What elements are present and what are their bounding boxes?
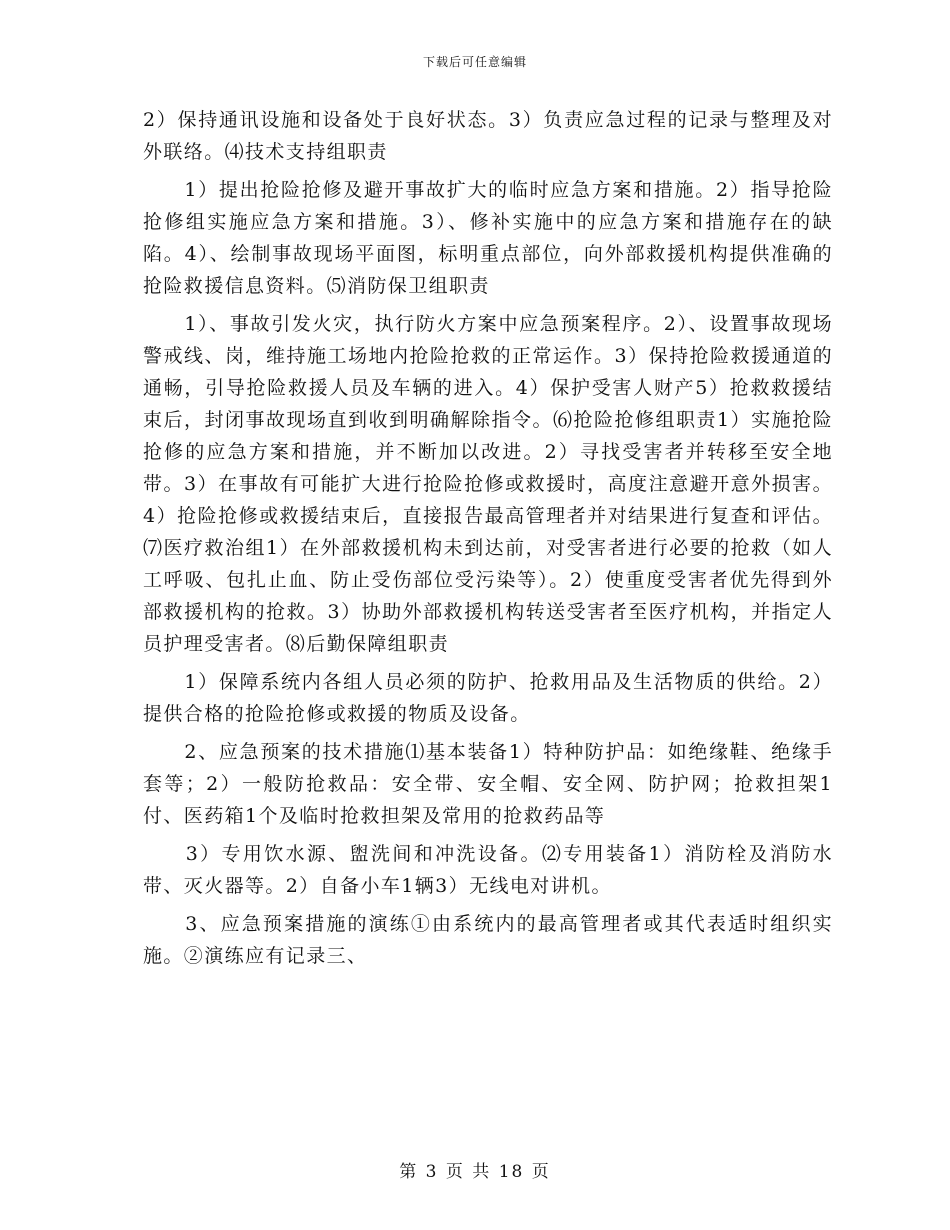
paragraph: 1）、事故引发火灾，执行防火方案中应急预案程序。2）、设置事故现场警戒线、岗，维持施工场地内抢险抢救的正常运作。3）保持抢险救援通道的通畅，引导抢险救援人员及车辆的进入。4）保护受害人财产5）抢救救援结束后，封闭事故现场直到收到明确解除指令。⑹抢险抢修组职责1）实施抢险抢修的应急方案和措施，并不断加以改进。2）寻找受害者并转移至安全地带。3）在事故有可能扩大进行抢险抢修或救援时，高度注意避开意外损害。4）抢险抢修或救援结束后，直接报告最高管理者并对结果进行复查和评估。⑺医疗救治组1）在外部救援机构未到达前，对受害者进行必要的抢救（如人工呼吸、包扎止血、防止受伤部位受污染等）。2）使重度受害者优先得到外部救援机构的抢救。3）协助外部救援机构转送受害者至医疗机构，并指定人员护理受害者。⑻后勤保障组职责 bbox=[143, 313, 833, 655]
paragraph: 2）保持通讯设施和设备处于良好状态。3）负责应急过程的记录与整理及对外联络。⑷技术支持组职责 bbox=[143, 109, 833, 163]
paragraph: 3、应急预案措施的演练①由系统内的最高管理者或其代表适时组织实施。②演练应有记录三、 bbox=[143, 913, 833, 967]
page-header: 下载后可任意编辑 bbox=[422, 55, 527, 69]
page-number: 第 3 页 共 18 页 bbox=[399, 1162, 551, 1182]
paragraph: 1）提出抢险抢修及避开事故扩大的临时应急方案和措施。2）指导抢险抢修组实施应急方案和措施。3）、修补实施中的应急方案和措施存在的缺陷。4）、绘制事故现场平面图，标明重点部位，向外部救援机构提供准确的抢险救援信息资料。⑸消防保卫组职责 bbox=[143, 179, 833, 297]
document-body bbox=[143, 104, 833, 972]
paragraph: 3）专用饮水源、盥洗间和冲洗设备。⑵专用装备1）消防栓及消防水带、灭火器等。2）自备小车1辆3）无线电对讲机。 bbox=[143, 843, 833, 897]
paragraph: 2、应急预案的技术措施⑴基本装备1）特种防护品：如绝缘鞋、绝缘手套等；2）一般防抢救品：安全带、安全帽、安全网、防护网；抢救担架1付、医药箱1个及临时抢救担架及常用的抢救药品等 bbox=[143, 741, 833, 827]
paragraph: 1）保障系统内各组人员必须的防护、抢救用品及生活物质的供给。2）提供合格的抢险抢修或救援的物质及设备。 bbox=[143, 671, 833, 725]
